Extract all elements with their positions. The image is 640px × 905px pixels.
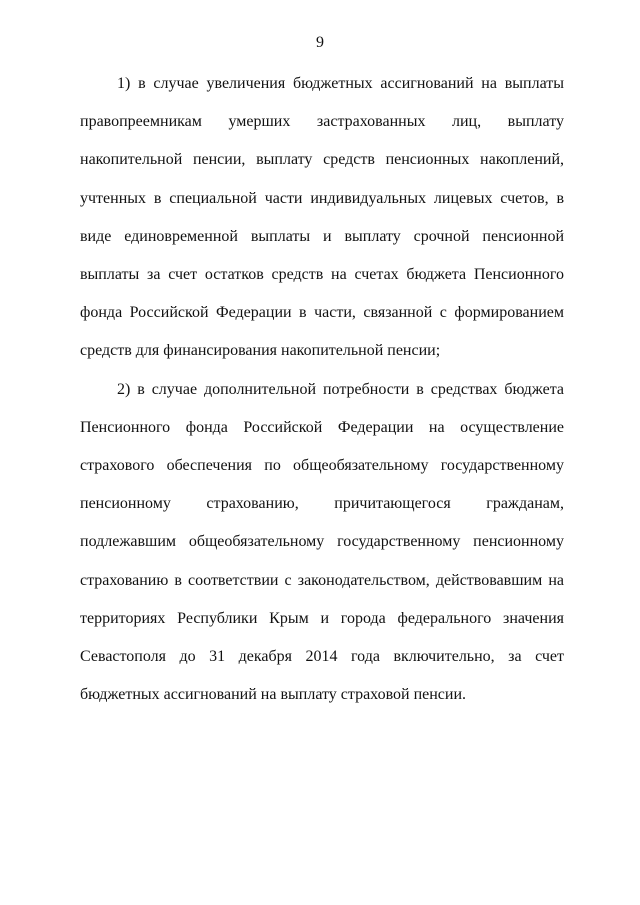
- page-number: 9: [316, 34, 324, 51]
- paragraph-1: 1) в случае увеличения бюджетных ассигнований на выплаты правопреемникам умерших застрахованных лиц, выплату накопительной пенсии, выплату средств пенсионных накоплений, учтенных в специальной части индивидуальных лицевых счетов, в виде единовременной выплаты и выплату срочной пенсионной выплаты за счет остатков средств на счетах бюджета Пенсионного фонда Российской Федерации в части, связанной с формированием средств для финансирования накопительной пенсии;: [80, 75, 564, 360]
- paragraph-2: 2) в случае дополнительной потребности в средствах бюджета Пенсионного фонда Российской Федерации на осуществление страхового обеспечения по общеобязательному государственному пенсионному страхованию, причитающегося гражданам, подлежавшим общеобязательному государственному пенсионному страхованию в соответствии с законодательством, действовавшим на территориях Республики Крым и города федерального значения Севастополя до 31 декабря 2014 года включительно, за счет бюджетных ассигнований на выплату страховой пенсии.: [80, 380, 564, 704]
- document-body: [80, 65, 564, 714]
